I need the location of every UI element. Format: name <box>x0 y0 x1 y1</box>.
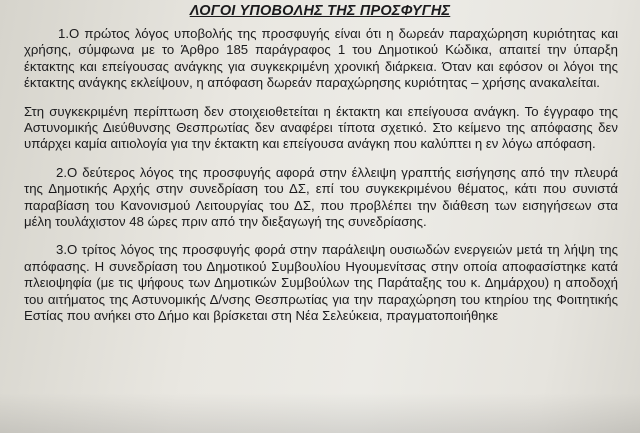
document-title: ΛΟΓΟΙ ΥΠΟΒΟΛΗΣ ΤΗΣ ΠΡΟΣΦΥΓΗΣ <box>189 3 451 19</box>
document-sheet <box>14 0 626 337</box>
paragraph-second-reason <box>14 165 626 231</box>
paragraph-text: 2.Ο δεύτερος λόγος της προσφυγής αφορά στην έλλειψη γραπτής εισήγησης από την πλευρά της Δημοτικής Αρχής στην συνεδρίαση του ΔΣ, επί του συγκεκριμένου θέματος, κάτι που συνιστά παραβίαση του Κανονισμού Λειτουργίας του ΔΣ, που προβλέπει την διάθεση των εισηγήσεων στα μέλη τουλάχιστον 48 ώρες πριν από την διεξαγωγή της συνεδρίασης. <box>24 164 618 230</box>
paragraph-text: Στη συγκεκριμένη περίπτωση δεν στοιχειοθετείται η έκτακτη και επείγουσα ανάγκη. Το έγγραφο της Αστυνομικής Διεύθυνσης Θεσπρωτίας δεν αναφέρει τίποτα σχετικό. Στο κείμενο της απόφασης δεν υπάρχει καμία αιτιολογία για την έκτακτη και επείγουσα ανάγκη που καλύπτει η εν λόγω απόφαση. <box>24 103 618 152</box>
paragraph-text: 1.Ο πρώτος λόγος υποβολής της προσφυγής είναι ότι η δωρεάν παραχώρηση κυριότητας και χρήσης, σύμφωνα με το Άρθρο 185 παράγραφος 1 του Δημοτικού Κώδικα, απαιτεί την ύπαρξη έκτακτης και επείγουσας ανάγκης για συγκεκριμένη χρονική διάρκεια. Όταν και εφόσον οι λόγοι της έκτακτης ανάγκης εκλείψουν, η απόφαση δωρεάν παραχώρησης κυριότητας – χρήσης ανακαλείται. <box>24 26 618 91</box>
paragraph-text: 3.Ο τρίτος λόγος της προσφυγής φορά στην παράλειψη ουσιωδών ενεργειών μετά τη λήψη της απόφασης. Η συνεδρίαση του Δημοτικού Συμβουλίου Ηγουμενίτσας στην οποία αποφασίστηκε κατά πλειοψηφία (με τις ψήφους των Δημοτικών Συμβούλων της Παράταξης του κ. Δημάρχου) η αποδοχή του αιτήματος της Αστυνομικής Δ/νσης Θεσπρωτίας για την παραχώρηση του κτηρίου της Φοιτητικής Εστίας που ανήκει στο Δήμο και βρίσκεται στη Νέα Σελεύκεια, πραγματοποιήθηκε <box>24 242 618 324</box>
paragraph-third-reason <box>14 242 626 324</box>
paragraph-first-reason-details <box>14 104 626 153</box>
paragraph-first-reason <box>14 26 626 92</box>
